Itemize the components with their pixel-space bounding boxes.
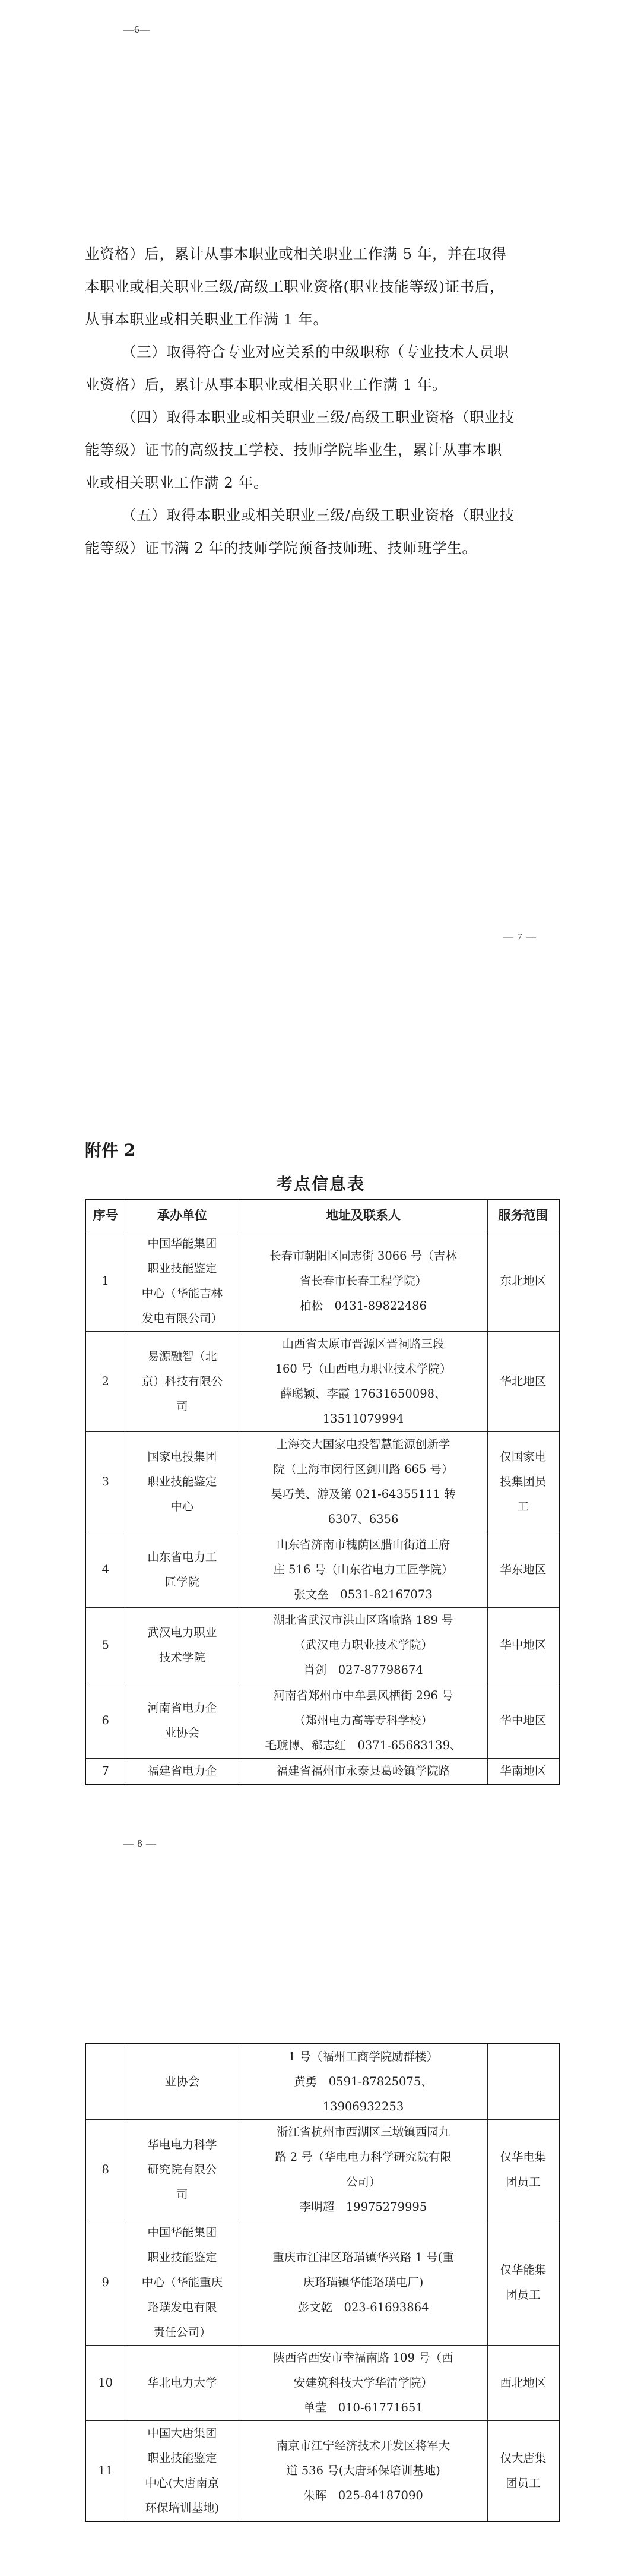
cell-number: 4 [85, 1532, 125, 1608]
cell-text-line: 中心（华能吉林 [141, 1287, 223, 1300]
cell-address-contact [239, 1532, 487, 1608]
cell-text-line: 中心(大唐南京 [145, 2476, 220, 2490]
cell-text-line: 山东省电力工 [147, 1550, 217, 1564]
cell-text-line: 仅大唐集 [500, 2451, 547, 2465]
cell-organizer [125, 1532, 239, 1608]
cell-text-line: 庄 516 号（山东省电力工匠学院） [273, 1563, 453, 1576]
paragraph-qualification-continued [85, 238, 560, 564]
text-line: （四）取得本职业或相关职业三级/高级工职业资格（职业技 [122, 409, 515, 426]
cell-text-line: 中心 [170, 1500, 194, 1513]
cell-address-contact [239, 2220, 487, 2346]
cell-number: 7 [85, 1759, 125, 1785]
cell-number: 5 [85, 1608, 125, 1683]
cell-text-line: 职业技能鉴定 [147, 1262, 217, 1275]
cell-text-line: 黄勇 0591-87825075、 [294, 2075, 433, 2088]
header-organizer: 承办单位 [125, 1199, 239, 1231]
cell-text-line: 东北地区 [500, 1274, 547, 1288]
text-line: 业资格）后，累计从事本职业或相关职业工作满 1 年。 [85, 376, 448, 393]
cell-number: 6 [85, 1683, 125, 1759]
cell-text-line: 重庆市江津区珞璜镇华兴路 1 号(重 [272, 2251, 454, 2264]
cell-address-contact [239, 1231, 487, 1332]
cell-text-line: 发电有限公司） [141, 1311, 223, 1325]
cell-organizer [125, 1332, 239, 1432]
cell-text-line: 华东地区 [500, 1563, 547, 1576]
page-number-6: —6— [123, 24, 151, 35]
cell-text-line: 南京市江宁经济技术开发区将军大 [276, 2439, 450, 2452]
cell-text-line: 山西省太原市晋源区晋祠路三段 [282, 1337, 445, 1351]
cell-text-line: 安建筑科技大学华清学院） [293, 2376, 433, 2389]
cell-number: 2 [85, 1332, 125, 1432]
cell-text-line: （武汉电力职业技术学院） [293, 1638, 433, 1652]
text-line: （三）取得符合专业对应关系的中级职称（专业技术人员职 [122, 343, 509, 361]
cell-service-scope [487, 1332, 559, 1432]
cell-text-line: 中国大唐集团 [147, 2426, 217, 2440]
table-title: 考点信息表 [275, 1174, 365, 1194]
table-header-row [85, 1199, 559, 1231]
table-row [85, 1683, 559, 1759]
cell-organizer [125, 1231, 239, 1332]
cell-text-line: 福建省电力企 [147, 1764, 217, 1778]
header-number: 序号 [85, 1199, 125, 1231]
cell-text-line: 仅华能集 [500, 2263, 547, 2277]
cell-text-line: 华南地区 [500, 1764, 547, 1778]
cell-text-line: 职业技能鉴定 [147, 2451, 217, 2465]
table-row [85, 2120, 559, 2220]
cell-address-contact [239, 1683, 487, 1759]
cell-text-line: 河南省电力企 [147, 1701, 217, 1715]
cell-text-line: 华北电力大学 [147, 2376, 217, 2389]
cell-service-scope [487, 1432, 559, 1532]
cell-address-contact [239, 1332, 487, 1432]
cell-text-line: 研究院有限公 [147, 2163, 217, 2176]
text-line: 业资格）后，累计从事本职业或相关职业工作满 5 年，并在取得 [85, 245, 507, 263]
cell-text-line: 单莹 010-61771651 [303, 2401, 423, 2414]
exam-site-table-part2 [85, 2043, 560, 2522]
cell-number: 9 [85, 2220, 125, 2346]
cell-text-line: 中国华能集团 [147, 2226, 217, 2239]
cell-text-line: 6307、6356 [328, 1512, 399, 1526]
cell-number: 10 [85, 2346, 125, 2421]
page-number-8: — 8 — [123, 1838, 157, 1849]
cell-text-line: 长春市朝阳区同志街 3066 号（吉林 [269, 1249, 457, 1263]
cell-address-contact [239, 2044, 487, 2120]
cell-text-line: 毛琥博、郗志红 0371-65683139、 [265, 1739, 462, 1752]
cell-text-line: 朱晖 025-84187090 [303, 2489, 423, 2502]
attachment-label: 附件 2 [85, 1140, 136, 1160]
cell-address-contact [239, 2421, 487, 2522]
cell-text-line: 山东省济南市槐荫区腊山街道王府 [276, 1538, 450, 1551]
cell-text-line: 华中地区 [500, 1714, 547, 1727]
cell-text-line: 团员工 [506, 2175, 541, 2189]
cell-service-scope [487, 1231, 559, 1332]
cell-text-line: 业协会 [164, 1726, 200, 1740]
cell-text-line: 西北地区 [500, 2376, 547, 2389]
cell-text-line: 华中地区 [500, 1638, 547, 1652]
cell-text-line: 福建省福州市永泰县葛岭镇学院路 [276, 1764, 450, 1778]
table-row [85, 2421, 559, 2522]
cell-text-line: 华北地区 [500, 1374, 547, 1388]
cell-text-line: 中国华能集团 [147, 1237, 217, 1250]
text-line: 从事本职业或相关职业工作满 1 年。 [85, 311, 328, 328]
cell-text-line: 1 号（福州工商学院励群楼） [288, 2050, 439, 2063]
cell-text-line: 投集团员 [500, 1475, 547, 1488]
cell-text-line: 吴巧美、游及第 021-64355111 转 [271, 1487, 456, 1501]
table-row [85, 1231, 559, 1332]
cell-text-line: 武汉电力职业 [147, 1626, 217, 1639]
cell-text-line: 匠学院 [164, 1575, 200, 1589]
cell-text-line: 路 2 号（华电电力科学研究院有限 [275, 2150, 452, 2164]
cell-text-line: 道 536 号(大唐环保培训基地) [286, 2464, 440, 2477]
cell-service-scope [487, 1759, 559, 1785]
cell-number: 11 [85, 2421, 125, 2522]
cell-text-line: 13906932253 [322, 2100, 404, 2113]
cell-address-contact [239, 2346, 487, 2421]
cell-number: 8 [85, 2120, 125, 2220]
cell-text-line: 公司） [345, 2175, 381, 2189]
cell-text-line: 湖北省武汉市洪山区珞喻路 189 号 [273, 1613, 453, 1627]
cell-organizer [125, 1608, 239, 1683]
table-body [85, 2044, 559, 2521]
cell-text-line: 上海交大国家电投智慧能源创新学 [276, 1437, 450, 1451]
table-row [85, 1432, 559, 1532]
cell-service-scope [487, 2120, 559, 2220]
cell-text-line: 浙江省杭州市西湖区三墩镇西园九 [276, 2125, 450, 2139]
cell-service-scope [487, 2220, 559, 2346]
cell-text-line: 国家电投集团 [147, 1450, 217, 1464]
cell-organizer [125, 2220, 239, 2346]
cell-text-line: 院（上海市闵行区剑川路 665 号） [273, 1462, 453, 1476]
text-line: 本职业或相关职业三级/高级工职业资格(职业技能等级)证书后， [85, 278, 504, 295]
header-service-scope: 服务范围 [487, 1199, 559, 1231]
cell-text-line: 司 [176, 1399, 188, 1413]
table-row [85, 1332, 559, 1432]
cell-text-line: 职业技能鉴定 [147, 2251, 217, 2264]
cell-text-line: 庆珞璜镇华能珞璜电厂) [303, 2275, 424, 2289]
cell-text-line: 工 [517, 1500, 529, 1513]
table-row [85, 2346, 559, 2421]
cell-text-line: 华电电力科学 [147, 2138, 217, 2151]
text-line: 能等级）证书的高级技工学校、技师学院毕业生，累计从事本职 [85, 441, 502, 459]
table-body [85, 1231, 559, 1785]
table-row [85, 2220, 559, 2346]
cell-text-line: 省长春市长春工程学院） [299, 1274, 427, 1288]
cell-text-line: 珞璜发电有限 [147, 2300, 217, 2314]
cell-address-contact [239, 1432, 487, 1532]
cell-text-line: 业协会 [164, 2075, 200, 2088]
cell-text-line: 易源融智（北 [147, 1349, 217, 1363]
cell-organizer [125, 1759, 239, 1785]
table-row [85, 1759, 559, 1785]
cell-organizer [125, 2346, 239, 2421]
cell-text-line: 李明超 19975279995 [299, 2200, 427, 2214]
cell-text-line: 团员工 [506, 2288, 541, 2302]
cell-text-line: 柏松 0431-89822486 [300, 1299, 427, 1313]
cell-text-line: （郑州电力高等专科学校） [293, 1714, 433, 1727]
cell-organizer [125, 1683, 239, 1759]
table-row [85, 2044, 559, 2120]
cell-text-line: 技术学院 [158, 1651, 205, 1664]
cell-number: 3 [85, 1432, 125, 1532]
page-number-7: — 7 — [503, 931, 537, 943]
exam-site-table-part1 [85, 1199, 560, 1785]
cell-text-line: 肖剑 027-87798674 [303, 1663, 423, 1677]
cell-text-line: 司 [176, 2188, 188, 2201]
cell-text-line: 160 号（山西电力职业技术学院） [275, 1362, 452, 1376]
table-row [85, 1532, 559, 1608]
cell-text-line: 13511079994 [322, 1412, 404, 1426]
cell-text-line: 陕西省西安市幸福南路 109 号（西 [273, 2351, 453, 2365]
cell-service-scope [487, 2044, 559, 2120]
cell-text-line: 彭文乾 023-61693864 [297, 2300, 429, 2314]
cell-organizer [125, 2044, 239, 2120]
cell-organizer [125, 1432, 239, 1532]
cell-address-contact [239, 2120, 487, 2220]
text-line: 业或相关职业工作满 2 年。 [85, 474, 269, 491]
cell-service-scope [487, 1532, 559, 1608]
table-row [85, 1608, 559, 1683]
text-line: （五）取得本职业或相关职业三级/高级工职业资格（职业技 [122, 507, 515, 524]
header-address-contact: 地址及联系人 [239, 1199, 487, 1231]
cell-text-line: 职业技能鉴定 [147, 1475, 217, 1488]
cell-service-scope [487, 2346, 559, 2421]
cell-service-scope [487, 1608, 559, 1683]
cell-text-line: 仅华电集 [500, 2150, 547, 2164]
cell-service-scope [487, 1683, 559, 1759]
cell-text-line: 环保培训基地) [145, 2501, 220, 2515]
cell-text-line: 张文垒 0531-82167073 [294, 1588, 433, 1601]
cell-organizer [125, 2120, 239, 2220]
cell-address-contact [239, 1608, 487, 1683]
cell-text-line: 河南省郑州市中牟县风栖街 296 号 [273, 1689, 453, 1702]
cell-text-line: 仅国家电 [500, 1450, 547, 1464]
cell-text-line: 薛聪颖、李霞 17631650098、 [280, 1387, 446, 1401]
cell-text-line: 中心（华能重庆 [141, 2275, 223, 2289]
cell-text-line: 责任公司） [153, 2325, 211, 2339]
text-line: 能等级）证书满 2 年的技师学院预备技师班、技师班学生。 [85, 539, 477, 557]
cell-address-contact [239, 1759, 487, 1785]
cell-number [85, 2044, 125, 2120]
cell-number: 1 [85, 1231, 125, 1332]
cell-organizer [125, 2421, 239, 2522]
cell-text-line: 京）科技有限公 [141, 1374, 223, 1388]
cell-text-line: 团员工 [506, 2476, 541, 2490]
cell-service-scope [487, 2421, 559, 2522]
